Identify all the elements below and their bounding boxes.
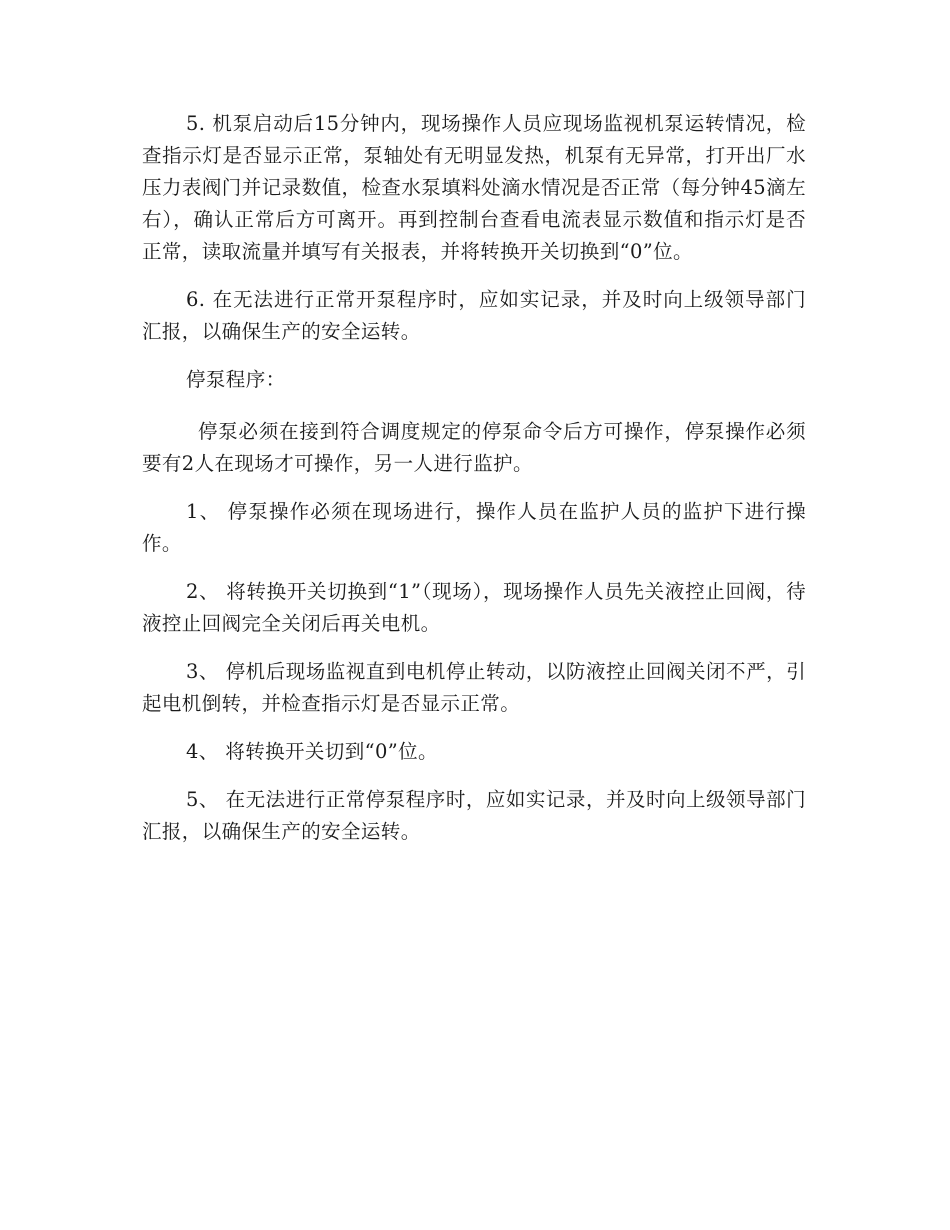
paragraph-pump-stop-step-5: 5、 在无法进行正常停泵程序时，应如实记录，并及时向上级领导部门汇报，以确保生产的安全运转。 (142, 788, 806, 843)
paragraph-pump-stop-intro: 停泵必须在接到符合调度规定的停泵命令后方可操作，停泵操作必须要有2人在现场才可操作，另一人进行监护。 (142, 420, 806, 475)
paragraph-pump-stop-step-4: 4、 将转换开关切到“0”位。 (186, 740, 438, 763)
paragraph-pump-startup-step-5: 5. 机泵启动后15分钟内，现场操作人员应现场监视机泵运转情况，检查指示灯是否显示正常，泵轴处有无明显发热，机泵有无异常，打开出厂水压力表阀门并记录数值，检查水泵填料处滴水情况是否正常（每分钟45滴左右），确认正常后方可离开。再到控制台查看电流表显示数值和指示灯是否正常，读取流量并填写有关报表，并将转换开关切换到“0”位。 (142, 112, 806, 263)
paragraph-pump-stop-step-2: 2、 将转换开关切换到“1”（现场），现场操作人员先关液控止回阀，待液控止回阀完全关闭后再关电机。 (142, 580, 806, 635)
paragraph-pump-startup-step-6: 6. 在无法进行正常开泵程序时，应如实记录，并及时向上级领导部门汇报，以确保生产的安全运转。 (142, 288, 806, 343)
paragraph-pump-stop-step-1: 1、 停泵操作必须在现场进行，操作人员在监护人员的监护下进行操作。 (142, 500, 806, 555)
paragraph-pump-stop-step-3: 3、 停机后现场监视直到电机停止转动，以防液控止回阀关闭不严，引起电机倒转，并检查指示灯是否显示正常。 (142, 660, 806, 715)
document-page (142, 108, 806, 848)
section-heading-pump-stop-procedure: 停泵程序： (186, 368, 286, 391)
